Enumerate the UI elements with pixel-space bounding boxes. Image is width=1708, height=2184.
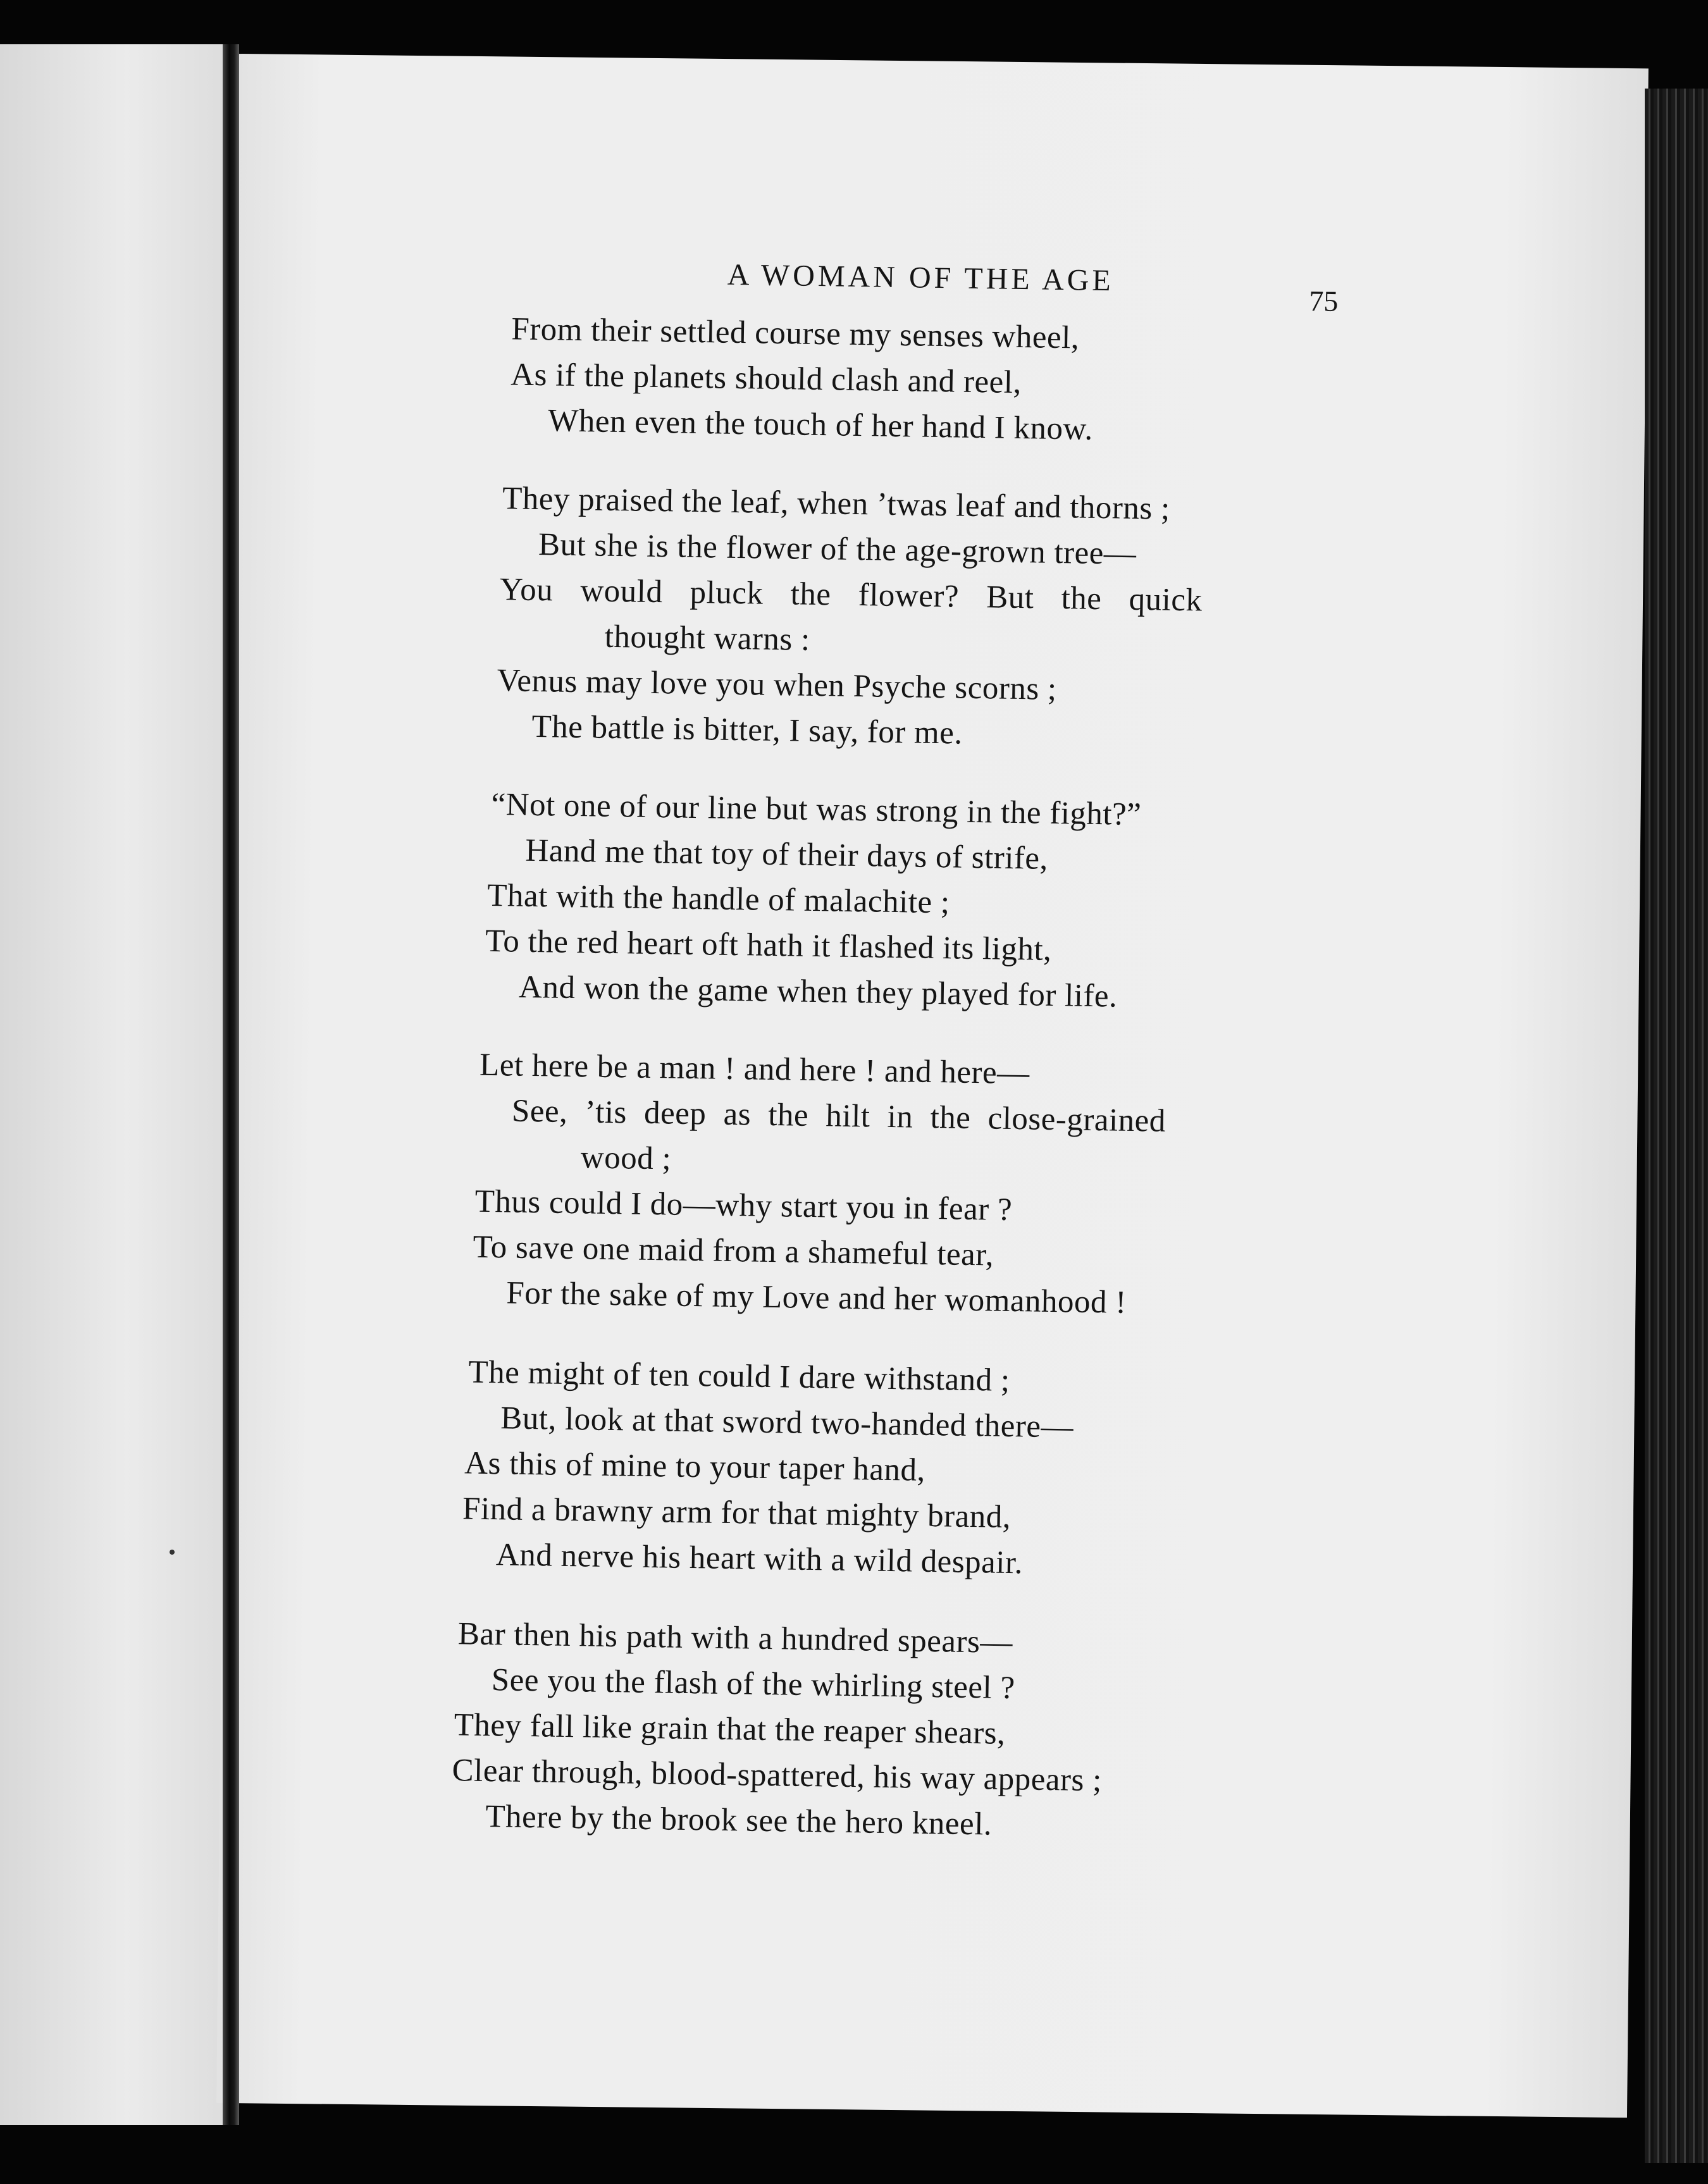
- poem-line: There by the brook see the hero kneel.: [485, 1798, 993, 1842]
- poem-line: And nerve his heart with a wild despair.: [495, 1537, 1024, 1581]
- poem-line: That with the handle of malachite ;: [486, 877, 951, 921]
- poem-line: When even the touch of her hand I know.: [547, 403, 1094, 447]
- poem-line: But, look at that sword two-handed there—: [500, 1400, 1074, 1445]
- poem-line: wood ;: [580, 1140, 672, 1177]
- running-head: A WOMAN OF THE AGE: [727, 257, 1115, 298]
- poem-line: They fall like grain that the reaper shears,: [454, 1707, 1006, 1751]
- poem-line: And won the game when they played for life.: [518, 969, 1118, 1015]
- poem-line: Let here be a man ! and here ! and here—: [479, 1047, 1030, 1092]
- poem-line: thought warns :: [604, 619, 811, 658]
- poem-line: The battle is bitter, I say, for me.: [531, 708, 963, 751]
- poem-line: You would pluck the flower? But the quick: [499, 572, 1203, 619]
- poem-line: Find a brawny arm for that mighty brand,: [462, 1491, 1012, 1535]
- poem-line: From their settled course my senses wheel,: [511, 311, 1080, 356]
- poem-line: As this of mine to your taper hand,: [464, 1445, 926, 1488]
- poem-line: Venus may love you when Psyche scorns ;: [497, 663, 1058, 707]
- poem-line: Thus could I do—why start you in fear ?: [474, 1183, 1013, 1228]
- poem-line: But she is the flower of the age-grown tree—: [538, 527, 1137, 572]
- poem-line: To the red heart oft hath it flashed its light,: [485, 923, 1052, 968]
- poem-line: See, ’tis deep as the hilt in the close-grained: [511, 1093, 1167, 1139]
- poem-line: Bar then his path with a hundred spears—: [457, 1616, 1013, 1661]
- poem-line: For the sake of my Love and her womanhood !: [506, 1275, 1127, 1321]
- poem-line: See you the flash of the whirling steel ?: [491, 1662, 1016, 1706]
- poem-line: They praised the leaf, when ’twas leaf and thorns ;: [502, 481, 1171, 527]
- poem-line: Hand me that toy of their days of strife,: [525, 832, 1049, 877]
- poem-line: As if the planets should clash and reel,: [510, 357, 1022, 401]
- poem-line: To save one maid from a shameful tear,: [473, 1229, 994, 1273]
- poem-line: “Not one of our line but was strong in the fight?”: [491, 786, 1142, 833]
- page-number: 75: [1308, 285, 1339, 318]
- poem-line: The might of ten could I dare withstand ;: [468, 1354, 1011, 1398]
- poem-line: Clear through, blood-spattered, his way appears ;: [452, 1753, 1103, 1799]
